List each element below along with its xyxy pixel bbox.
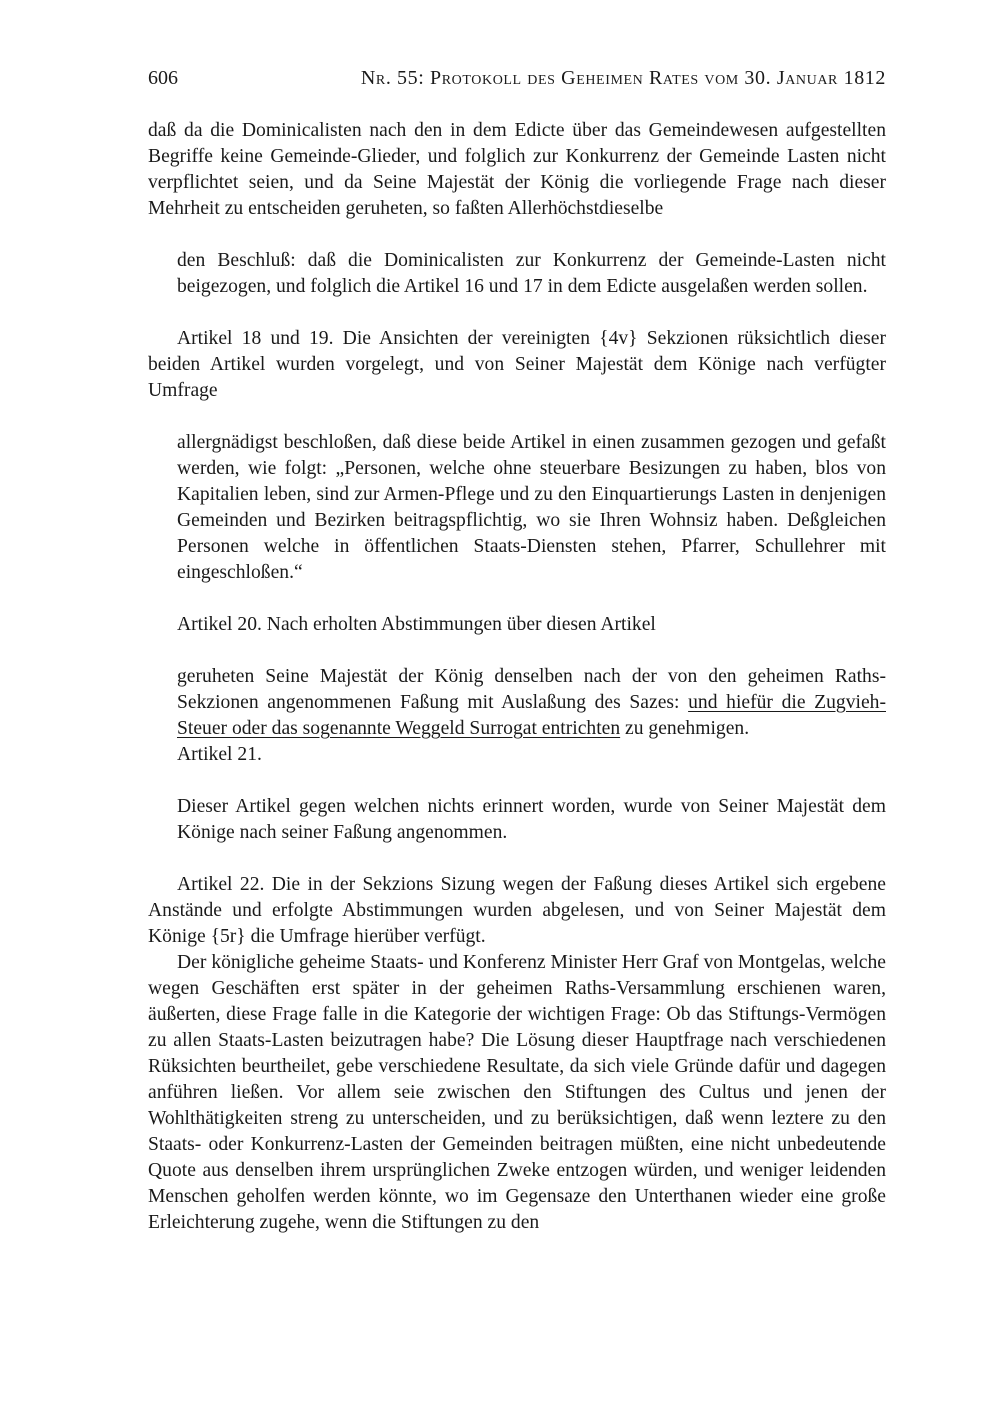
- paragraph-4: Der königliche geheime Staats- und Konferenz Minister Herr Graf von Montgelas, welche wegen Geschäften erst später in der geheimen Raths-Versammlung erschienen waren, äußerten, diese Frage falle in die Kategorie der wichtigen Frage: Ob das Stiftungs-Vermögen zu allen Staats-Lasten beizutragen habe? Die Lösung dieser Hauptfrage nach verschiedenen Rüksichten beurtheilet, gebe verschiedene Resultate, da sich viele Gründe dafür und dagegen anführen ließen. Vor allem seie zwischen den Stiftungen des Cultus und jenen der Wohlthätigkeiten streng zu unterscheiden, und zu berüksichtigen, daß wenn leztere zu den Staats- oder Konkurrenz-Lasten der Gemeinden beitragen müßten, eine nicht unbedeutende Quote aus denselben ihrem ursprünglichen Zweke entzogen würden, und weniger leidenden Menschen geholfen werden könnte, wo im Gegensaze den Unterthanen wieder eine große Erleichterung zugehe, wenn die Stiftungen zu den: [148, 952, 886, 1233]
- paragraph-3: Artikel 22. Die in der Sekzions Sizung wegen der Faßung dieses Artikel sich ergebene Anstände und erfolgte Abstimmungen wurden abgelesen, und von Seiner Majestät dem Könige {5r} die Umfrage hierüber verfügt.: [148, 874, 886, 947]
- resolution-block-1: den Beschluß: daß die Dominicalisten zur Konkurrenz der Gemeinde-Lasten nicht beigezogen, und folglich die Artikel 16 und 17 in dem Edicte ausgelaßen werden sollen.: [177, 250, 886, 297]
- running-head: [148, 64, 886, 92]
- resolution-block-4: Dieser Artikel gegen welchen nichts erinnert worden, wurde von Seiner Majestät dem Könige nach seiner Faßung angenommen.: [177, 796, 886, 843]
- paragraph-1: daß da die Dominicalisten nach den in dem Edicte über das Gemeindewesen aufgestellten Begriffe keine Gemeinde-Glieder, und folglich zur Konkurrenz der Gemeinde Lasten nicht verpflichtet seien, und da Seine Majestät der König die vorliegende Frage nach dieser Mehrheit zu entscheiden geruheten, so faßten Allerhöchstdieselbe: [148, 120, 886, 219]
- page: [148, 64, 886, 1236]
- resolution-block-2: allergnädigst beschloßen, daß diese beide Artikel in einen zusammen gezogen und gefaßt werden, wie folgt: „Personen, welche ohne steuerbare Besizungen zu haben, blos von Kapitalien leben, sind zur Armen-Pflege und zu den Einquartierungs Lasten in denjenigen Gemeinden und Bezirken beitragspflichtig, wo sie Ihren Wohnsiz haben. Deßgleichen Personen welche in öffentlichen Staats-Diensten stehen, Pfarrer, Schullehrer mit eingeschloßen.“: [177, 432, 886, 583]
- page-number: 606: [148, 67, 178, 89]
- resolution-block-3: [177, 664, 886, 742]
- running-title: Nr. 55: Protokoll des Geheimen Rates vom 30. Januar 1812: [360, 67, 886, 89]
- struck-clause-underlined: und hiefür die Zugvieh-Steuer oder das sogenannte Weggeld Surrogat entrichten: [177, 692, 886, 739]
- article-21-heading: Artikel 21.: [177, 744, 262, 765]
- article-20-heading: Artikel 20. Nach erholten Abstimmungen über diesen Artikel: [177, 614, 656, 635]
- paragraph-2: Artikel 18 und 19. Die Ansichten der vereinigten {4v} Sekzionen rüksichtlich dieser beiden Artikel wurden vorgelegt, und von Seiner Majestät dem Könige nach verfügter Umfrage: [148, 328, 886, 401]
- body-text: [148, 118, 886, 1236]
- resolution-3-end: zu genehmigen.: [620, 718, 750, 739]
- resolution-3-text: geruheten Seine Majestät der König denselben nach der von den geheimen Raths-Sekzionen angenommenen Faßung mit Auslaßung des Sazes:: [177, 666, 886, 713]
